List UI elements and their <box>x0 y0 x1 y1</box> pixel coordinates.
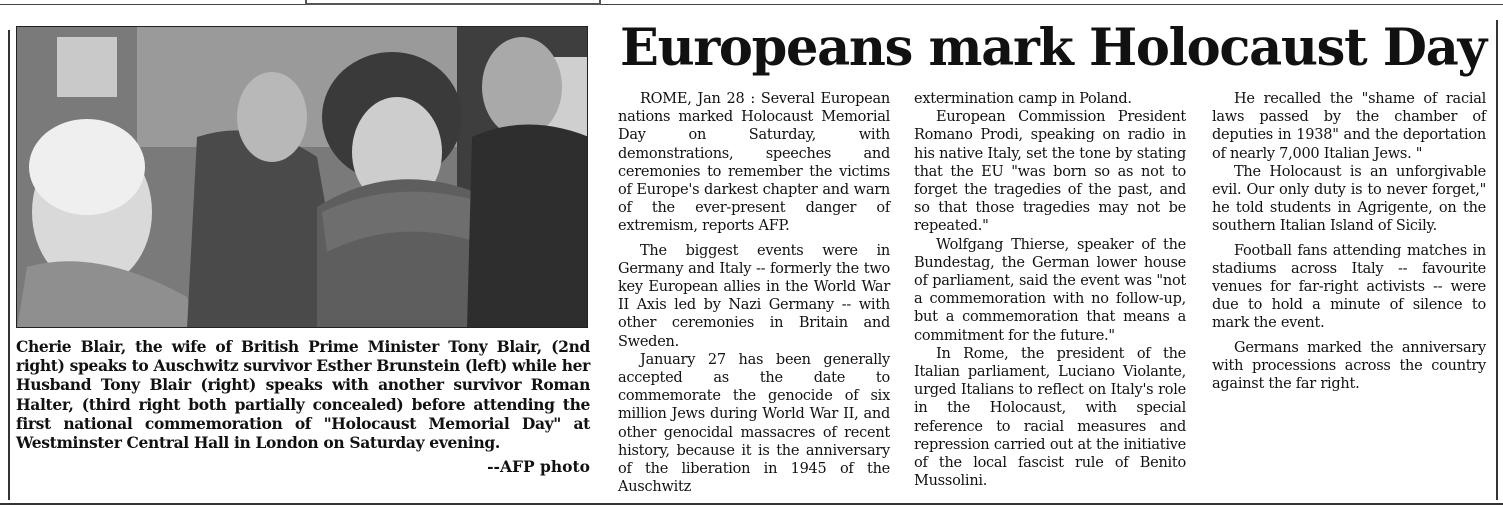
paragraph: He recalled the "shame of racial laws passed by the chamber of deputies in 1938" and the deportation of nearly 7,000 Italian Jews. " <box>1212 91 1486 162</box>
headline: Europeans mark Holocaust Day <box>620 18 1486 78</box>
top-box-edge <box>305 0 601 5</box>
paragraph: Germans marked the anniversary with processions across the country against the far right. <box>1212 339 1486 393</box>
left-column-rule <box>8 30 10 500</box>
paragraph: In Rome, the president of the Italian parliament, Luciano Violante, urged Italians to reflect on Italy's role in the Holocaust, with special reference to racial measures and repression carried out at the initiative of the local fascist rule of Benito Mussolini. <box>914 345 1186 490</box>
photo-caption: Cherie Blair, the wife of British Prime Minister Tony Blair, (2nd right) speaks to Auschwitz survivor Esther Brunstein (left) while her Husband Tony Blair (right) speaks with another survivor Roman Halter, (third right both partially concealed) before attending the first national commemoration of "Holocaust Memorial Day" at Westminster Central Hall in London on Saturday evening. <box>16 337 590 453</box>
article-column-2 <box>914 90 1186 490</box>
top-rule <box>0 4 1503 5</box>
bottom-rule <box>0 503 1503 505</box>
paragraph: The Holocaust is an unforgivable evil. Our only duty is to never forget," he told students in Agrigente, on the southern Italian Island of Sicily. <box>1212 163 1486 235</box>
article-column-1 <box>618 90 890 496</box>
paragraph: extermination camp in Poland. <box>914 91 1132 107</box>
paragraph: Football fans attending matches in stadiums across Italy -- favourite venues for far-right activists -- were due to hold a minute of silence to mark the event. <box>1212 242 1486 332</box>
photo-illustration <box>17 27 588 328</box>
right-column-rule <box>1496 20 1498 500</box>
paragraph: European Commission President Romano Prodi, speaking on radio in his native Italy, set the tone by stating that the EU "was born so as not to forget the tragedies of the past, and so that those tragedies may not be repeated." <box>914 109 1186 235</box>
article-column-3 <box>1212 90 1486 393</box>
paragraph: ROME, Jan 28 : Several European nations marked Holocaust Memorial Day on Saturday, with demonstrations, speeches and ceremonies to remember the victims of Europe's darkest chapter and warn of the ever-present danger of extremism, reports AFP. <box>618 91 890 235</box>
paragraph: Wolfgang Thierse, speaker of the Bundestag, the German lower house of parliament, said the event was "not a commemoration with no follow-up, but a commemoration that means a commitment for the future." <box>914 236 1186 344</box>
paragraph: January 27 has been generally accepted as the date to commemorate the genocide of six million Jews during World War II, and other genocidal massacres of recent history, because it is the anniversary of the liberation in 1945 of the Auschwitz <box>618 351 890 496</box>
news-photo <box>16 26 588 328</box>
paragraph: The biggest events were in Germany and Italy -- formerly the two key European allies in the World War II Axis led by Nazi Germany -- with other ceremonies in Britain and Sweden. <box>618 242 890 350</box>
photo-credit: --AFP photo <box>487 457 590 476</box>
